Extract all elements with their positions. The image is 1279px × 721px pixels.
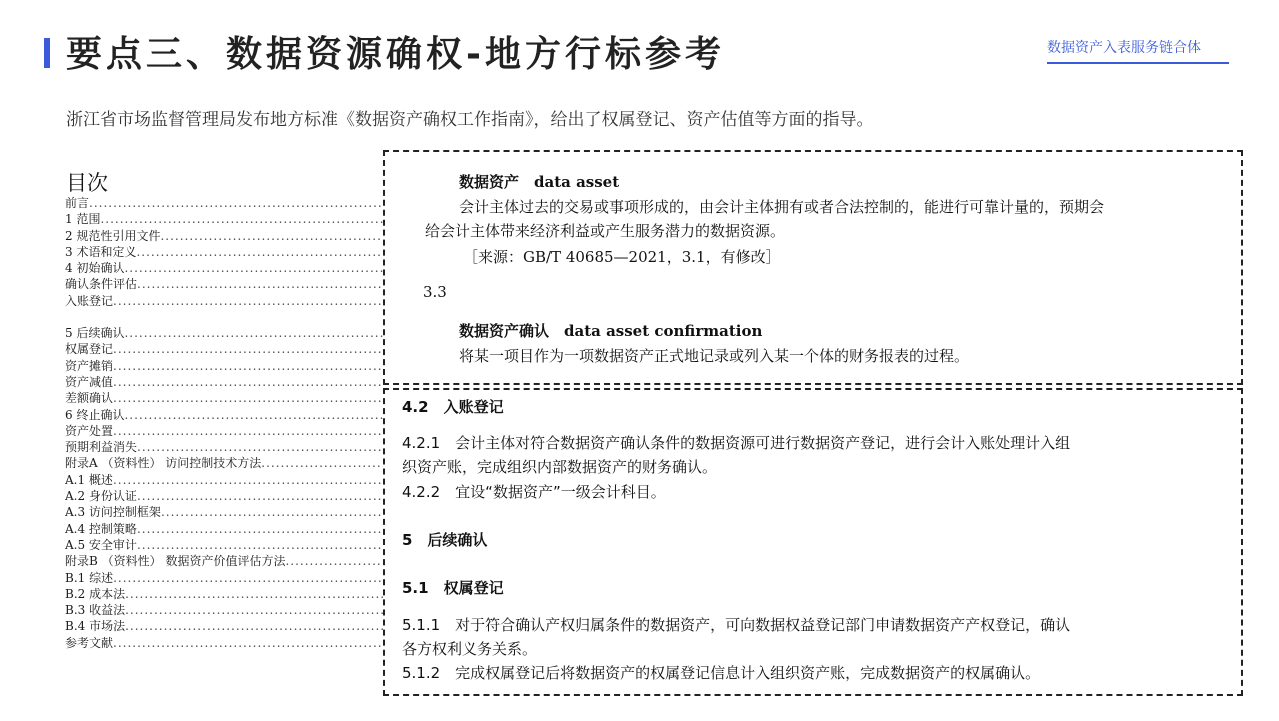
toc-leader-dots [113,570,383,586]
toc-leader-dots [124,407,383,423]
toc-leader-dots [100,211,383,227]
table-of-contents [65,195,383,651]
toc-entry-label: 入账登记 [65,293,114,308]
toc-leader-dots [113,635,383,651]
toc-leader-dots [113,423,383,439]
toc-entry[interactable] [65,455,383,471]
section-heading: 5 后续确认 [402,531,488,549]
toc-entry[interactable] [65,602,383,618]
section-heading: 4.2 入账登记 [402,398,504,416]
toc-entry-label: B.4 市场法 [65,619,126,634]
toc-heading: 目次 [66,171,108,195]
toc-entry[interactable] [65,618,383,634]
toc-leader-dots [137,488,383,504]
definitions-box [383,150,1243,385]
toc-entry-label: 3 术语和定义 [65,244,137,259]
brand-underline [1047,62,1229,64]
toc-entry-label: 资产减值 [65,374,114,389]
toc-entry[interactable] [65,211,383,227]
toc-leader-dots [113,472,383,488]
toc-entry-label: 2 规范性引用文件 [65,228,161,243]
toc-entry-label: A.4 控制策略 [65,521,137,536]
term-data-asset: 数据资产 data asset [459,173,620,191]
toc-entry[interactable] [65,521,383,537]
clause-text: 5.1.1 对于符合确认产权归属条件的数据资产，可向数据权益登记部门申请数据资产产权登记，确认 [402,616,1071,634]
toc-leader-dots [113,374,383,390]
toc-entry-label: 资产处置 [65,423,114,438]
toc-leader-dots [125,586,383,602]
toc-entry-label: 差额确认 [65,391,114,406]
toc-entry-label: A.1 概述 [65,472,113,487]
toc-entry[interactable] [65,228,383,244]
toc-entry[interactable] [65,390,383,406]
toc-leader-dots [113,390,383,406]
toc-entry-label: 6 终止确认 [65,407,125,422]
toc-entry-label: 确认条件评估 [65,277,138,292]
title-accent-bar [44,38,50,68]
toc-entry-label: 前言 [65,196,90,210]
toc-leader-dots [113,293,383,309]
toc-entry[interactable] [65,504,383,520]
toc-leader-dots [137,521,383,537]
toc-entry[interactable] [65,423,383,439]
toc-entry-label: 附录A （资料性） 访问控制技术方法 [65,456,262,471]
clause-text: 4.2.2 宜设“数据资产”一级会计科目。 [402,483,666,501]
toc-entry[interactable] [65,195,383,211]
toc-leader-dots [136,244,383,260]
toc-entry[interactable] [65,341,383,357]
toc-leader-dots [160,228,383,244]
toc-leader-dots [89,195,383,211]
toc-leader-dots [113,341,383,357]
toc-leader-dots [137,276,383,292]
toc-entry-label: B.1 综述 [65,570,114,585]
toc-entry-label: 5 后续确认 [65,326,125,341]
toc-entry[interactable] [65,374,383,390]
definition-line: 给会计主体带来经济利益或产生服务潜力的数据资源。 [425,222,786,240]
page-title: 要点三、数据资源确权-地方行标参考 [66,34,725,75]
toc-entry-label: A.3 访问控制框架 [65,505,161,520]
clause-text: 4.2.1 会计主体对符合数据资产确认条件的数据资源可进行数据资产登记，进行会计入账处理计入组 [402,434,1071,452]
toc-entry-label: B.3 收益法 [65,603,126,618]
toc-entry-label: A.5 安全审计 [65,537,137,552]
toc-entry[interactable] [65,570,383,586]
intro-text: 浙江省市场监督管理局发布地方标准《数据资产确权工作指南》，给出了权属登记、资产估值等方面的指导。 [66,110,874,130]
toc-entry-label: 1 范围 [65,212,101,227]
toc-entry[interactable] [65,358,383,374]
toc-leader-dots [161,504,383,520]
section-heading: 5.1 权属登记 [402,579,504,597]
toc-leader-dots [261,455,383,471]
toc-entry[interactable] [65,276,383,292]
toc-entry-label: 4 初始确认 [65,261,125,276]
brand-link[interactable]: 数据资产入表服务链合体 [1047,40,1201,56]
clause-number: 3.3 [423,283,447,301]
toc-entry-label: 权属登记 [65,342,114,357]
toc-leader-dots [125,602,383,618]
toc-entry[interactable] [65,244,383,260]
toc-entry[interactable] [65,407,383,423]
toc-entry-label: 预期利益消失 [65,440,138,455]
toc-entry[interactable] [65,635,383,651]
toc-entry[interactable] [65,325,383,341]
term-data-asset-confirmation: 数据资产确认 data asset confirmation [459,322,763,340]
definition-line: 会计主体过去的交易或事项形成的，由会计主体拥有或者合法控制的，能进行可靠计量的，预期会 [459,198,1105,216]
clause-text: 5.1.2 完成权属登记后将数据资产的权属登记信息计入组织资产账，完成数据资产的权属确认。 [402,664,1041,682]
clause-text: 各方权利义务关系。 [402,640,538,658]
definition-line: 将某一项目作为一项数据资产正式地记录或列入某一个体的财务报表的过程。 [459,347,970,365]
clauses-box [383,388,1243,696]
toc-entry[interactable] [65,586,383,602]
toc-entry[interactable] [65,537,383,553]
toc-entry[interactable] [65,439,383,455]
toc-leader-dots [113,358,383,374]
toc-entry-label: 参考文献 [65,635,114,650]
clause-text: 织资产账，完成组织内部数据资产的财务确认。 [402,458,718,476]
toc-leader-dots [125,618,383,634]
toc-entry[interactable] [65,293,383,309]
toc-leader-dots [137,439,383,455]
toc-entry[interactable] [65,488,383,504]
toc-entry[interactable] [65,472,383,488]
toc-leader-dots [137,537,383,553]
toc-entry-label: 附录B （资料性） 数据资产价值评估方法 [65,554,286,569]
toc-entry-label: B.2 成本法 [65,586,126,601]
toc-entry[interactable] [65,553,383,569]
toc-entry-label: A.2 身份认证 [65,489,137,504]
toc-entry-label: 资产摊销 [65,358,114,373]
definition-source: ［来源：GB/T 40685—2021，3.1，有修改］ [463,248,781,266]
toc-leader-dots [124,325,383,341]
toc-leader-dots [124,260,383,276]
toc-entry[interactable] [65,260,383,276]
toc-leader-dots [285,553,383,569]
